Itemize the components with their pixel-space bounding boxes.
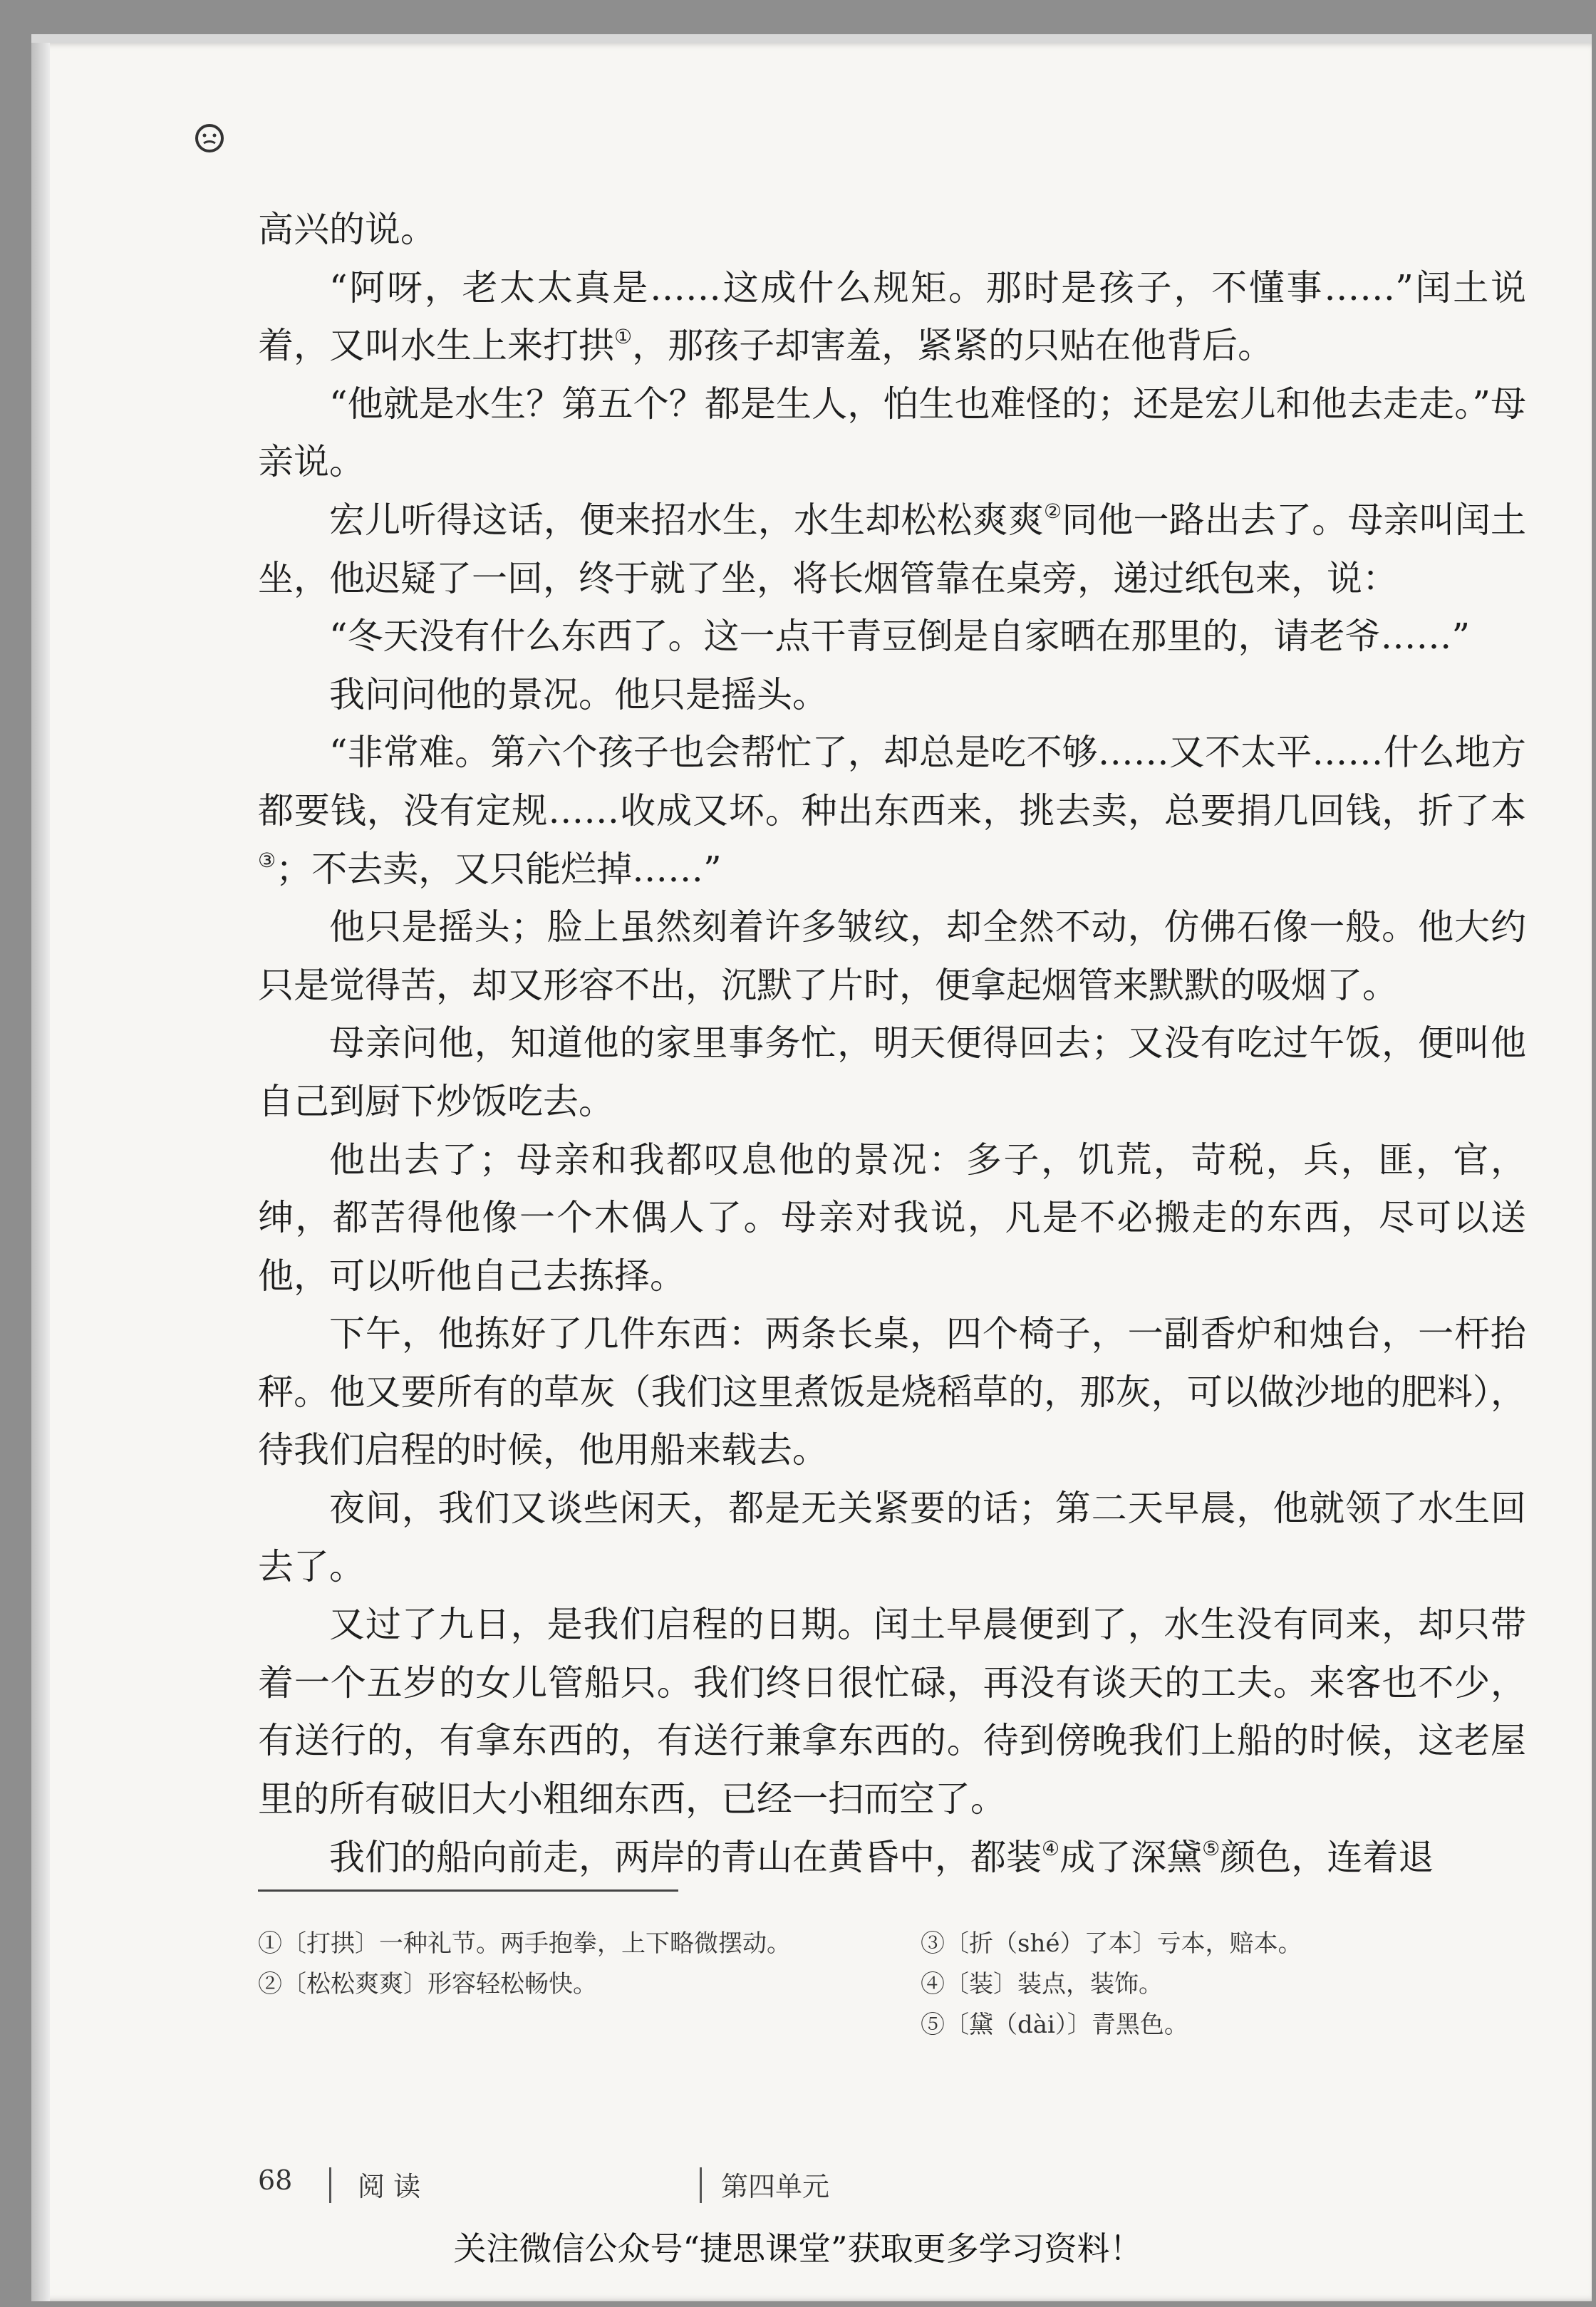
body-paragraph xyxy=(258,1015,1526,1131)
body-paragraph xyxy=(258,492,1526,608)
body-paragraph xyxy=(258,259,1526,375)
body-paragraph xyxy=(258,1829,1526,1887)
footer-separator xyxy=(329,2167,331,2203)
body-paragraph xyxy=(258,666,1526,725)
body-paragraph xyxy=(258,375,1526,492)
paragraph-text: 成了深黛 xyxy=(1059,1836,1203,1878)
paragraph-text: 同他一路出去了。母亲叫闰土坐，他迟疑了一回，终于就了坐，将长烟管靠在桌旁，递过纸包来，说： xyxy=(258,499,1526,599)
body-paragraph xyxy=(258,1305,1526,1480)
footnote: ④〔装〕装点，装饰。 xyxy=(921,1970,1163,1998)
page-footer xyxy=(258,2165,1540,2207)
body-paragraph xyxy=(258,608,1526,666)
footnote-marker: ② xyxy=(1043,499,1062,523)
paragraph-text: “非常难。第六个孩子也会帮忙了，却总是吃不够……又不太平……什么地方都要钱，没有定规……收成又坏。种出东西来，挑去卖，总要捐几回钱，折了本 xyxy=(258,732,1526,831)
paragraph-text: “他就是水生？第五个？都是生人，怕生也难怪的；还是宏儿和他去走走。”母亲说。 xyxy=(258,383,1526,483)
footnote-divider xyxy=(258,1889,678,1892)
book-spine-shadow xyxy=(31,43,50,2301)
paragraph-text: 母亲问他，知道他的家里事务忙，明天便得回去；又没有吃过午饭，便叫他自己到厨下炒饭吃去。 xyxy=(258,1022,1526,1122)
paragraph-text: 夜间，我们又谈些闲天，都是无关紧要的话；第二天早晨，他就领了水生回去了。 xyxy=(258,1488,1526,1587)
face-icon xyxy=(194,123,225,154)
footnote: ⑤〔黛（dài）〕青黑色。 xyxy=(921,2011,1188,2039)
footer-unit: 第四单元 xyxy=(721,2171,830,2202)
footnote: ②〔松松爽爽〕形容轻松畅快。 xyxy=(258,1970,597,1998)
page-number: 68 xyxy=(258,2165,293,2196)
paragraph-text: 颜色，连着退 xyxy=(1220,1836,1434,1878)
footnote-marker: ① xyxy=(614,325,633,349)
body-paragraph xyxy=(258,898,1526,1015)
paragraph-text: “冬天没有什么东西了。这一点干青豆倒是自家晒在那里的，请老爷……” xyxy=(329,616,1471,658)
footnote-marker: ③ xyxy=(258,848,276,872)
paragraph-text: 下午，他拣好了几件东西：两条长桌，四个椅子，一副香炉和烛台，一杆抬秤。他又要所有的草灰（我们这里煮饭是烧稻草的，那灰，可以做沙地的肥料），待我们启程的时候，他用船来载去。 xyxy=(258,1313,1526,1471)
footer-section: 阅 读 xyxy=(358,2171,421,2202)
paragraph-text: ，那孩子却害羞，紧紧的只贴在他背后。 xyxy=(632,325,1274,367)
body-paragraph xyxy=(258,1480,1526,1596)
footnote: ①〔打拱〕一种礼节。两手抱拳，上下略微摆动。 xyxy=(258,1929,791,1958)
footnote: ③〔折（shé）了本〕亏本，赔本。 xyxy=(921,1929,1302,1958)
footnote-marker: ④ xyxy=(1042,1836,1060,1860)
paragraph-text: “阿呀，老太太真是……这成什么规矩。那时是孩子，不懂事……”闰土说着，又叫水生上来打拱 xyxy=(258,266,1526,367)
paragraph-text: 我们的船向前走，两岸的青山在黄昏中，都装 xyxy=(329,1836,1042,1878)
paragraph-text: 他出去了；母亲和我都叹息他的景况：多子，饥荒，苛税，兵，匪，官，绅，都苦得他像一个木偶人了。母亲对我说，凡是不必搬走的东西，尽可以送他，可以听他自己去拣择。 xyxy=(258,1139,1526,1297)
body-paragraph xyxy=(258,201,1526,259)
body-paragraph xyxy=(258,724,1526,898)
paragraph-text: ；不去卖，又只能烂掉……” xyxy=(276,848,722,890)
paragraph-text: 宏儿听得这话，便来招水生，水生却松松爽爽 xyxy=(329,499,1044,541)
paragraph-text: 我问问他的景况。他只是摇头。 xyxy=(329,673,828,715)
watermark-text: 关注微信公众号“捷思课堂”获取更多学习资料！ xyxy=(453,2229,1143,2268)
footnote-marker: ⑤ xyxy=(1202,1836,1221,1860)
paragraph-text: 高兴的说。 xyxy=(258,209,436,250)
paragraph-text: 他只是摇头；脸上虽然刻着许多皱纹，却全然不动，仿佛石像一般。他大约只是觉得苦，却又形容不出，沉默了片时，便拿起烟管来默默的吸烟了。 xyxy=(258,906,1526,1006)
footnotes-right-column xyxy=(921,1924,1533,2046)
paragraph-text: 又过了九日，是我们启程的日期。闰土早晨便到了，水生没有同来，却只带着一个五岁的女儿管船只。我们终日很忙碌，再没有谈天的工夫。来客也不少，有送行的，有拿东西的，有送行兼拿东西的。待到傍晚我们上船的时候，这老屋里的所有破旧大小粗细东西，已经一扫而空了。 xyxy=(258,1604,1526,1820)
footnotes-left-column xyxy=(258,1924,856,2005)
body-text xyxy=(258,201,1526,1887)
body-paragraph xyxy=(258,1131,1526,1306)
footer-separator xyxy=(700,2167,702,2203)
body-paragraph xyxy=(258,1596,1526,1828)
